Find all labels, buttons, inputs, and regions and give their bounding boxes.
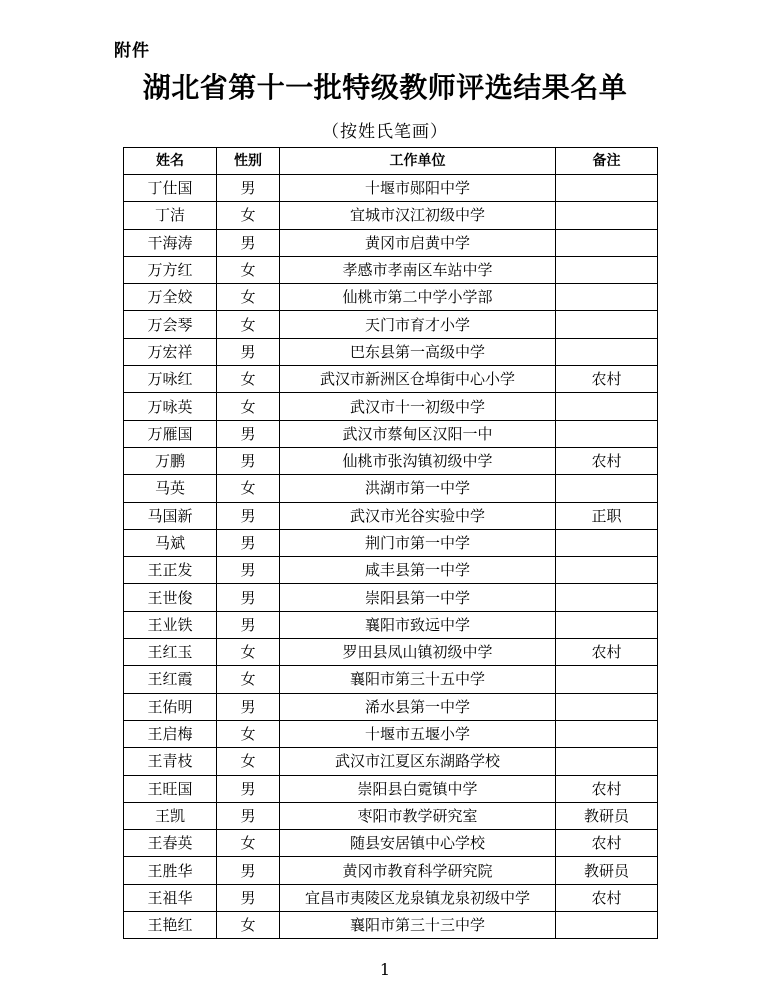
cell-note [556, 393, 658, 420]
table-row [124, 557, 658, 584]
cell-gender: 女 [217, 748, 280, 775]
cell-unit: 襄阳市第三十三中学 [280, 912, 556, 939]
cell-note: 农村 [556, 639, 658, 666]
page-number: 1 [379, 960, 391, 979]
cell-name: 干海涛 [124, 229, 217, 256]
cell-gender: 女 [217, 666, 280, 693]
cell-note [556, 557, 658, 584]
cell-unit: 武汉市蔡甸区汉阳一中 [280, 420, 556, 447]
cell-unit: 崇阳县白霓镇中学 [280, 775, 556, 802]
cell-unit: 巴东县第一高级中学 [280, 338, 556, 365]
cell-gender: 女 [217, 284, 280, 311]
cell-gender: 男 [217, 557, 280, 584]
cell-gender: 女 [217, 393, 280, 420]
cell-gender: 男 [217, 884, 280, 911]
cell-name: 王正发 [124, 557, 217, 584]
cell-note: 农村 [556, 884, 658, 911]
table-row [124, 393, 658, 420]
table-row [124, 884, 658, 911]
cell-note [556, 338, 658, 365]
table-row [124, 857, 658, 884]
cell-gender: 女 [217, 256, 280, 283]
table-row [124, 529, 658, 556]
cell-unit: 咸丰县第一中学 [280, 557, 556, 584]
cell-name: 万咏红 [124, 366, 217, 393]
table-row [124, 502, 658, 529]
cell-note [556, 256, 658, 283]
page-subtitle: （按姓氏笔画） [322, 122, 448, 142]
cell-note [556, 912, 658, 939]
table-row [124, 338, 658, 365]
cell-unit: 孝感市孝南区车站中学 [280, 256, 556, 283]
cell-unit: 十堰市郧阳中学 [280, 175, 556, 202]
cell-name: 万宏祥 [124, 338, 217, 365]
table-row [124, 311, 658, 338]
table-row [124, 611, 658, 638]
cell-unit: 武汉市江夏区东湖路学校 [280, 748, 556, 775]
cell-gender: 男 [217, 611, 280, 638]
table-row [124, 693, 658, 720]
cell-name: 王启梅 [124, 720, 217, 747]
attachment-label: 附件 [114, 41, 150, 61]
cell-note: 教研员 [556, 802, 658, 829]
cell-name: 王艳红 [124, 912, 217, 939]
cell-note: 农村 [556, 366, 658, 393]
cell-unit: 武汉市光谷实验中学 [280, 502, 556, 529]
cell-name: 王旺国 [124, 775, 217, 802]
cell-name: 丁洁 [124, 202, 217, 229]
cell-gender: 男 [217, 802, 280, 829]
cell-note [556, 584, 658, 611]
table-row [124, 284, 658, 311]
cell-name: 万鹏 [124, 447, 217, 474]
cell-note [556, 748, 658, 775]
cell-unit: 黄冈市启黄中学 [280, 229, 556, 256]
cell-gender: 女 [217, 366, 280, 393]
cell-note: 正职 [556, 502, 658, 529]
column-header-unit: 工作单位 [280, 148, 556, 175]
table-row [124, 420, 658, 447]
cell-gender: 男 [217, 502, 280, 529]
table-row [124, 366, 658, 393]
cell-unit: 仙桃市张沟镇初级中学 [280, 447, 556, 474]
cell-unit: 崇阳县第一中学 [280, 584, 556, 611]
cell-name: 万咏英 [124, 393, 217, 420]
cell-note [556, 720, 658, 747]
cell-note: 农村 [556, 447, 658, 474]
cell-unit: 荆门市第一中学 [280, 529, 556, 556]
cell-gender: 男 [217, 584, 280, 611]
column-header-note: 备注 [556, 148, 658, 175]
cell-unit: 黄冈市教育科学研究院 [280, 857, 556, 884]
table-row [124, 447, 658, 474]
cell-gender: 女 [217, 639, 280, 666]
cell-unit: 天门市育才小学 [280, 311, 556, 338]
column-header-gender: 性别 [217, 148, 280, 175]
cell-unit: 十堰市五堰小学 [280, 720, 556, 747]
cell-unit: 宜昌市夷陵区龙泉镇龙泉初级中学 [280, 884, 556, 911]
cell-name: 万全姣 [124, 284, 217, 311]
page-title: 湖北省第十一批特级教师评选结果名单 [142, 71, 628, 104]
cell-note [556, 666, 658, 693]
table-row [124, 584, 658, 611]
cell-name: 王青枝 [124, 748, 217, 775]
cell-unit: 襄阳市致远中学 [280, 611, 556, 638]
cell-gender: 男 [217, 693, 280, 720]
cell-gender: 女 [217, 311, 280, 338]
cell-gender: 男 [217, 338, 280, 365]
table-row [124, 229, 658, 256]
cell-gender: 男 [217, 229, 280, 256]
cell-name: 万雁国 [124, 420, 217, 447]
table-row [124, 720, 658, 747]
cell-note: 农村 [556, 830, 658, 857]
cell-unit: 武汉市新洲区仓埠街中心小学 [280, 366, 556, 393]
table-row [124, 912, 658, 939]
cell-unit: 随县安居镇中心学校 [280, 830, 556, 857]
cell-name: 马英 [124, 475, 217, 502]
cell-gender: 女 [217, 202, 280, 229]
cell-note: 农村 [556, 775, 658, 802]
table-row [124, 202, 658, 229]
table-row [124, 175, 658, 202]
cell-note [556, 475, 658, 502]
table-row [124, 830, 658, 857]
cell-name: 王红玉 [124, 639, 217, 666]
cell-gender: 女 [217, 720, 280, 747]
cell-gender: 男 [217, 175, 280, 202]
cell-note: 教研员 [556, 857, 658, 884]
cell-name: 王业铁 [124, 611, 217, 638]
cell-note [556, 229, 658, 256]
cell-gender: 男 [217, 529, 280, 556]
cell-unit: 仙桃市第二中学小学部 [280, 284, 556, 311]
cell-gender: 女 [217, 830, 280, 857]
cell-unit: 武汉市十一初级中学 [280, 393, 556, 420]
cell-note [556, 529, 658, 556]
cell-unit: 枣阳市教学研究室 [280, 802, 556, 829]
cell-name: 王春英 [124, 830, 217, 857]
cell-note [556, 202, 658, 229]
teacher-list-table [123, 147, 658, 939]
cell-unit: 洪湖市第一中学 [280, 475, 556, 502]
cell-name: 万方红 [124, 256, 217, 283]
table-row [124, 748, 658, 775]
cell-name: 马斌 [124, 529, 217, 556]
cell-name: 王胜华 [124, 857, 217, 884]
cell-name: 王红霞 [124, 666, 217, 693]
cell-note [556, 693, 658, 720]
table-header [124, 148, 658, 175]
cell-name: 丁仕国 [124, 175, 217, 202]
cell-note [556, 284, 658, 311]
cell-gender: 男 [217, 857, 280, 884]
cell-name: 王祖华 [124, 884, 217, 911]
table-row [124, 802, 658, 829]
table-row [124, 775, 658, 802]
table-row [124, 666, 658, 693]
cell-unit: 浠水县第一中学 [280, 693, 556, 720]
cell-name: 王佑明 [124, 693, 217, 720]
cell-note [556, 311, 658, 338]
cell-unit: 罗田县凤山镇初级中学 [280, 639, 556, 666]
cell-name: 万会琴 [124, 311, 217, 338]
column-header-name: 姓名 [124, 148, 217, 175]
cell-unit: 宜城市汉江初级中学 [280, 202, 556, 229]
header-row [124, 148, 658, 175]
table-row [124, 475, 658, 502]
cell-name: 王凯 [124, 802, 217, 829]
cell-unit: 襄阳市第三十五中学 [280, 666, 556, 693]
cell-note [556, 175, 658, 202]
cell-gender: 女 [217, 475, 280, 502]
cell-name: 马国新 [124, 502, 217, 529]
cell-gender: 男 [217, 447, 280, 474]
table-row [124, 639, 658, 666]
cell-note [556, 611, 658, 638]
table-body [124, 175, 658, 939]
table-row [124, 256, 658, 283]
cell-gender: 男 [217, 420, 280, 447]
cell-note [556, 420, 658, 447]
cell-gender: 男 [217, 775, 280, 802]
cell-name: 王世俊 [124, 584, 217, 611]
cell-gender: 女 [217, 912, 280, 939]
